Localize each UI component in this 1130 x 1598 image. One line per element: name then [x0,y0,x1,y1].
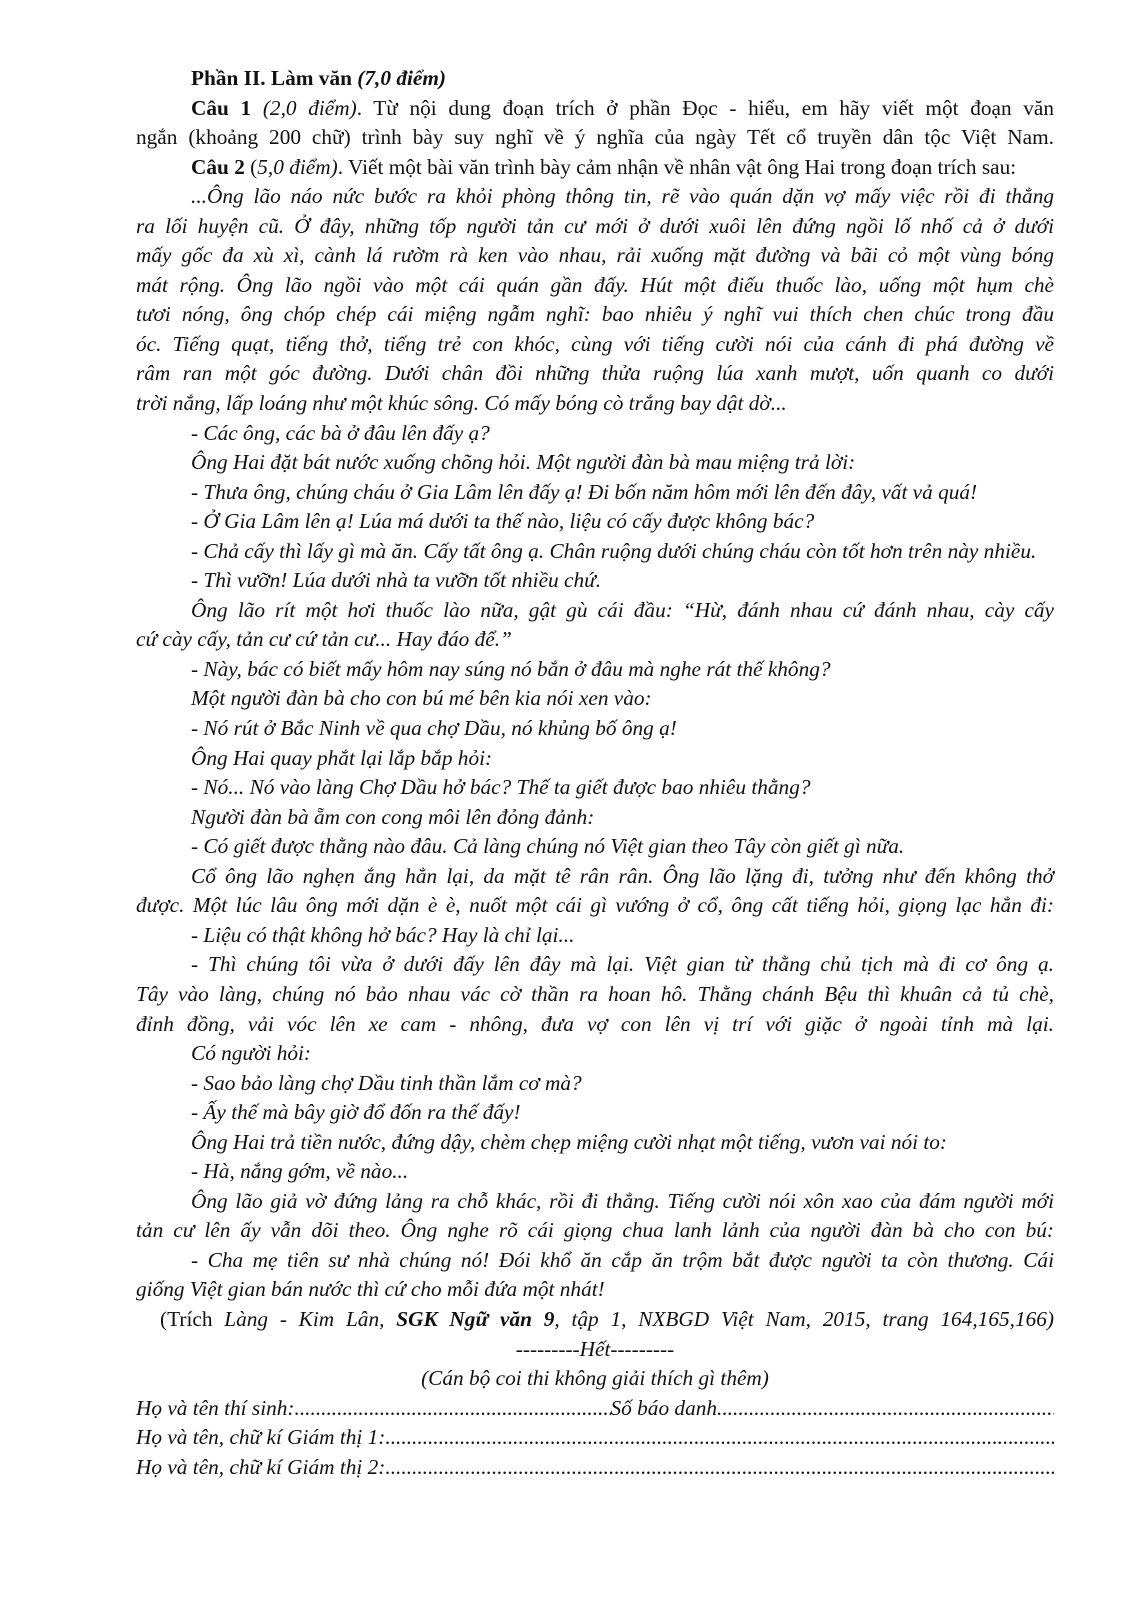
excerpt-line: - Thì vưỡn! Lúa dưới nhà ta vưỡn tốt nhiều chứ. [191,568,602,593]
question-2-points: 5,0 điểm) [257,154,338,179]
excerpt-line: râm ran một góc đường. Dưới chân đồi những thửa ruộng lúa xanh mượt, uốn quanh co dưới [136,361,1054,386]
excerpt-line: - Ở Gia Lâm lên ạ! Lúa má dưới ta thế nào, liệu có cấy được không bác? [191,509,815,534]
excerpt-line: Ông lão giả vờ đứng lảng ra chỗ khác, rồi đi thẳng. Tiếng cười nói xôn xao của đám người mới [191,1188,1054,1213]
question-2-text: . Viết một bài văn trình bày cảm nhận về nhân vật ông Hai trong đoạn trích sau: [337,154,1017,179]
excerpt-line: - Liệu có thật không hở bác? Hay là chỉ lại... [191,922,575,947]
proctor-1-line [136,1423,1054,1453]
excerpt-line: Cổ ông lão nghẹn ắng hẳn lại, da mặt tê rân rân. Ông lão lặng đi, tưởng như đến không thở [191,863,1054,888]
excerpt-line: ra lối huyện cũ. Ở đây, những tốp người tản cư mới ở dưới xuôi lên đứng ngồi lố nhố cả ở dưới [136,213,1054,238]
excerpt-line: mát rộng. Ông lão ngồi vào một cái quán gần đấy. Hút một điếu thuốc lào, uống một hụm chè [136,272,1054,297]
excerpt-line: Ông Hai đặt bát nước xuống chõng hỏi. Một người đàn bà mau miệng trả lời: [191,450,856,475]
part-title: Phần II. Làm văn [191,66,352,90]
question-1-points: (2,0 điểm) [262,95,357,120]
citation: (Trích Làng - Kim Lân, SGK Ngữ văn 9, tập 1, NXBGD Việt Nam, 2015, trang 164,165,166) [160,1306,1054,1331]
excerpt-line: - Sao bảo làng chợ Dầu tinh thần lắm cơ mà? [191,1070,582,1095]
excerpt-line: đỉnh đồng, vải vóc lên xe cam - nhông, đưa vợ con lên vị trí với giặc ở ngoài tỉnh mà lại. [136,1011,1054,1036]
excerpt-line: Người đàn bà ẵm con cong môi lên đỏng đảnh: [191,804,595,829]
excerpt-line: Ông Hai trả tiền nước, đứng dậy, chèm chẹp miệng cười nhạt một tiếng, vươn vai nói to: [191,1129,948,1154]
excerpt-line: tản cư lên ấy vẫn dõi theo. Ông nghe rõ cái giọng chua lanh lảnh của người đàn bà cho con bú: [136,1218,1054,1243]
excerpt [136,182,1054,1305]
excerpt-line: Một người đàn bà cho con bú mé bên kia nói xen vào: [191,686,652,711]
excerpt-line: Ông Hai quay phắt lại lắp bắp hỏi: [191,745,493,770]
excerpt-line: - Có giết được thằng nào đâu. Cả làng chúng nó Việt gian theo Tây còn giết gì nữa. [191,834,905,859]
citation-work: Làng - Kim Lân, [224,1306,397,1331]
excerpt-line: - Chả cấy thì lấy gì mà ăn. Cấy tất ông ạ. Chân ruộng dưới chúng cháu còn tốt hơn trên này nhiều. [191,538,1037,563]
question-1-label: Câu 1 [191,95,252,120]
question-1-line-1 [136,94,1054,124]
question-2-label: Câu 2 [191,154,245,179]
excerpt-line: trời nắng, lấp loáng như một khúc sông. Có mấy bóng cò trắng bay dật dờ... [136,391,787,416]
proctor-note: (Cán bộ coi thi không giải thích gì thêm) [421,1366,769,1391]
candidate-number-label: Số báo danh [610,1395,718,1420]
excerpt-line: - Này, bác có biết mấy hôm nay súng nó bắn ở đâu mà nghe rát thế không? [191,656,831,681]
excerpt-line: cứ cày cấy, tản cư cứ tản cư... Hay đáo để.” [136,627,512,652]
excerpt-line: tươi nóng, ông chóp chép cái miệng ngẫm nghĩ: bao nhiêu ý nghĩ vui thích chen chúc trong đầu [136,302,1054,327]
citation-book: SGK Ngữ văn 9 [396,1306,555,1331]
question-1-line-2: ngắn (khoảng 200 chữ) trình bày suy nghĩ về ý nghĩa của ngày Tết cổ truyền dân tộc Việt Nam. [136,125,1054,150]
excerpt-line: - Nó... Nó vào làng Chợ Dầu hở bác? Thế ta giết được bao nhiêu thằng? [191,775,811,800]
excerpt-line: Tây vào làng, chúng nó bảo nhau vác cờ thần ra hoan hô. Thằng chánh Bệu thì khuân cả tủ chè, [136,981,1054,1006]
citation-details: , tập 1, NXBGD Việt Nam, 2015, trang 164,165,166) [554,1306,1054,1331]
proctor-2-label: Họ và tên, chữ kí Giám thị 2: [136,1454,386,1479]
excerpt-line: - Nó rút ở Bắc Ninh về qua chợ Dầu, nó khủng bố ông ạ! [191,716,677,741]
proctor-2-line [136,1453,1054,1483]
excerpt-line: - Thưa ông, chúng cháu ở Gia Lâm lên đấy ạ! Đi bốn năm hôm mới lên đến đây, vất vả quá! [191,479,978,504]
excerpt-line: - Thì chúng tôi vừa ở dưới đấy lên đây mà lại. Việt gian từ thằng chủ tịch mà đi cơ ông ạ. [191,952,1054,977]
excerpt-line: Ông lão rít một hơi thuốc lào nữa, gật gù cái đầu: “Hừ, đánh nhau cứ đánh nhau, cày cấy [191,597,1054,622]
excerpt-line: - Cha mẹ tiên sư nhà chúng nó! Đói khổ ăn cắp ăn trộm bắt được người ta còn thương. Cái [191,1247,1054,1272]
candidate-name-label: Họ và tên thí sinh: [136,1395,295,1420]
proctor-1-label: Họ và tên, chữ kí Giám thị 1: [136,1425,386,1450]
excerpt-line: Có người hỏi: [191,1041,312,1066]
candidate-info-line [136,1394,1054,1424]
part-points: (7,0 điểm) [357,66,447,90]
exam-page [136,64,1054,1482]
excerpt-line: giống Việt gian bán nước thì cứ cho mỗi đứa một nhát! [136,1277,605,1302]
part-heading [136,64,1054,94]
excerpt-line: - Hà, nắng gớm, về nào... [191,1159,409,1184]
excerpt-line: óc. Tiếng quạt, tiếng thở, tiếng trẻ con khóc, cùng với tiếng cười nói của cánh đi phá đường về [136,331,1054,356]
question-1-text: . Từ nội dung đoạn trích ở phần Đọc - hiểu, em hãy viết một đoạn văn [356,95,1054,120]
excerpt-line: - Các ông, các bà ở đâu lên đấy ạ? [191,420,490,445]
excerpt-line: - Ấy thế mà bây giờ đổ đốn ra thế đấy! [191,1100,521,1125]
excerpt-line: ...Ông lão náo nức bước ra khỏi phòng thông tin, rẽ vào quán dặn vợ mấy việc rồi đi thẳng [191,184,1054,209]
end-marker: ---------Hết--------- [515,1336,675,1361]
excerpt-line: được. Một lúc lâu ông mới dặn è è, nuốt một cái gì vướng ở cổ, ông cất tiếng hỏi, giọng lạc hẳn đi: [136,893,1054,918]
question-2-line-1: Câu 2 (5,0 điểm). Viết một bài văn trình bày cảm nhận về nhân vật ông Hai trong đoạn trích sau: [191,154,1017,179]
excerpt-line: mấy gốc đa xù xì, cành lá rườm rà ken vào nhau, rải xuống mặt đường và bãi cỏ một vùng bóng [136,243,1054,268]
